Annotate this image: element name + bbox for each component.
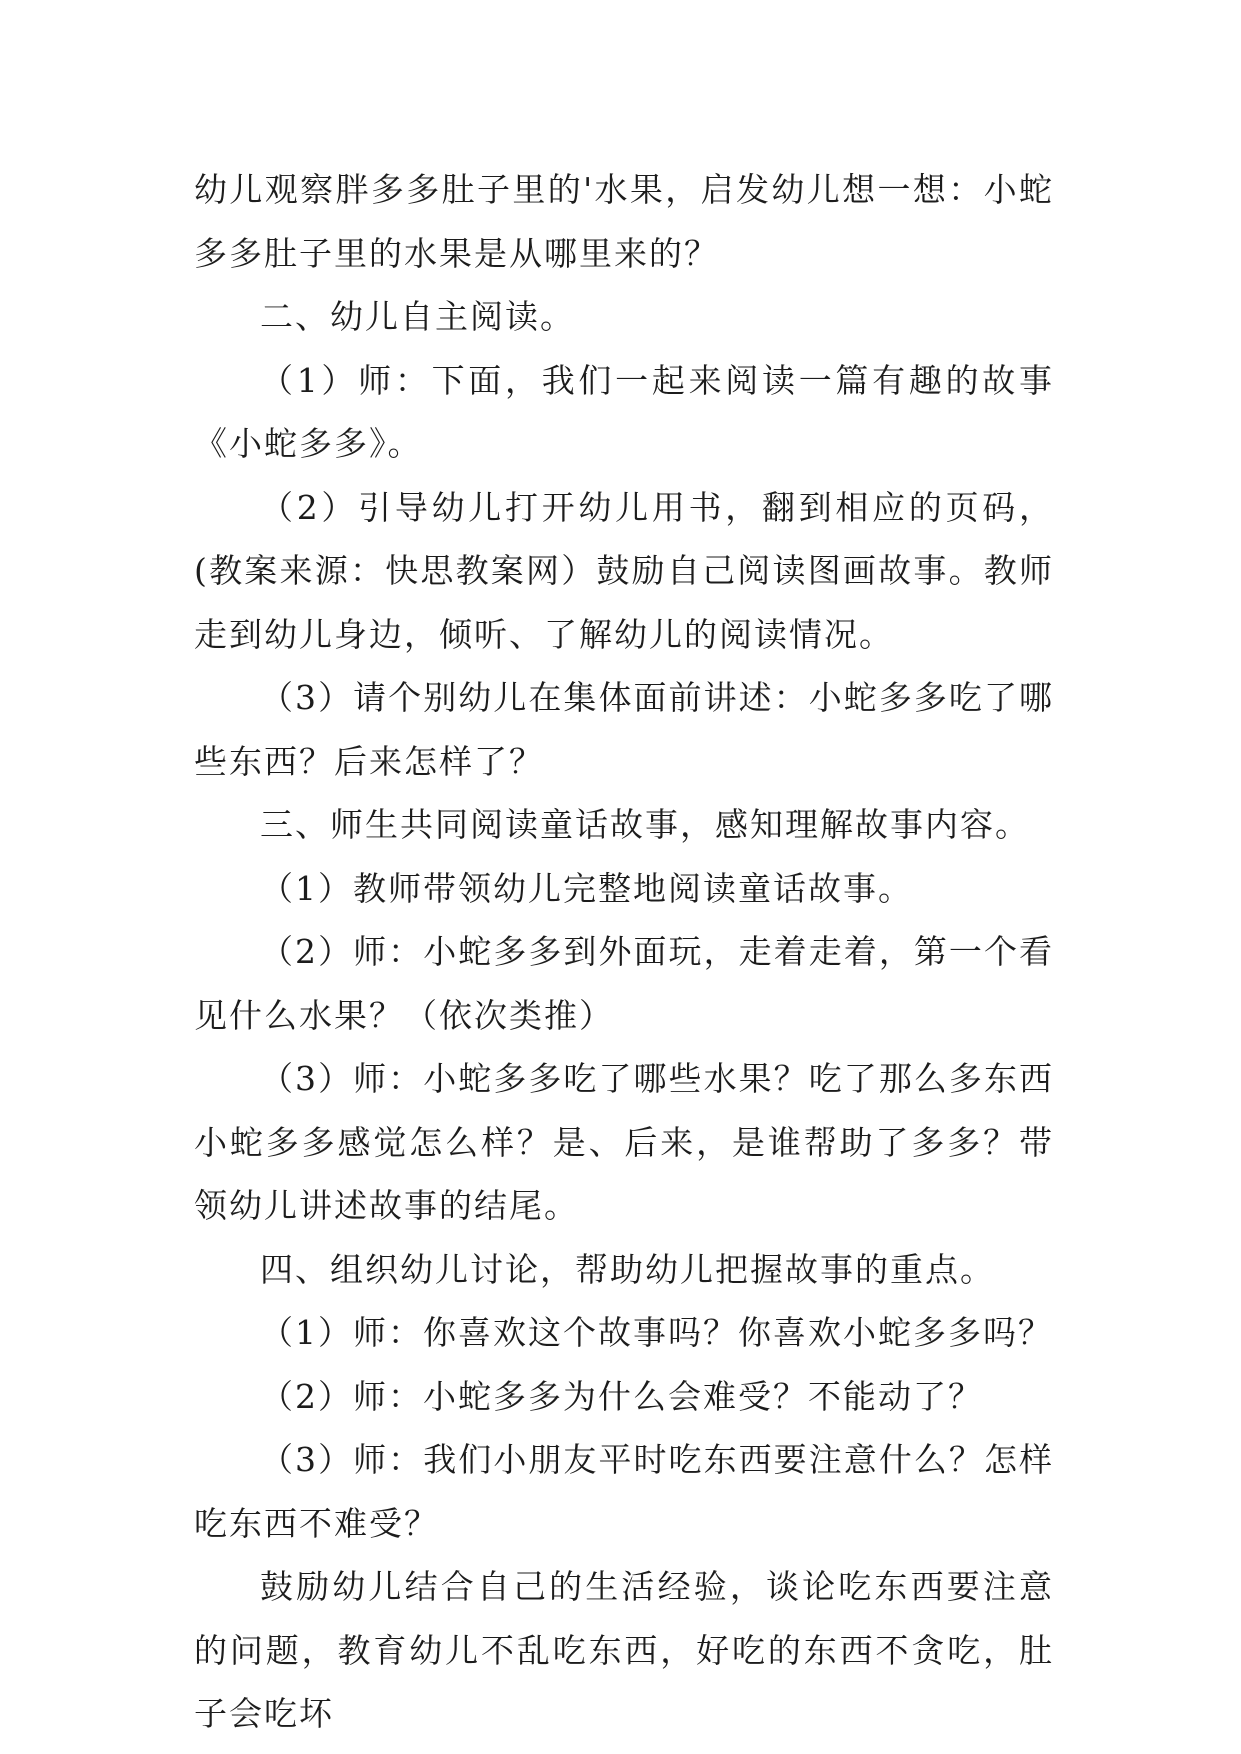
paragraph-4-3: （3）师：我们小朋友平时吃东西要注意什么？怎样吃东西不难受？: [194, 1440, 1054, 1543]
section-heading-4: 四、组织幼儿讨论，帮助幼儿把握故事的重点。: [260, 1249, 995, 1289]
paragraph-2-2: （2）引导幼儿打开幼儿用书，翻到相应的页码，(教案来源：快思教案网）鼓励自己阅读图画故事。教师走到幼儿身边，倾听、了解幼儿的阅读情况。: [194, 487, 1054, 654]
section-heading-3: 三、师生共同阅读童话故事，感知理解故事内容。: [260, 805, 1030, 844]
paragraph-closing: 鼓励幼儿结合自己的生活经验，谈论吃东西要注意的问题，教育幼儿不乱吃东西，好吃的东西不贪吃，肚子会吃坏: [194, 1567, 1054, 1733]
paragraph-3-2: （2）师：小蛇多多到外面玩，走着走着，第一个看见什么水果？（依次类推）: [194, 932, 1054, 1035]
document-body: [194, 158, 1054, 1746]
section-heading-2: 二、幼儿自主阅读。: [260, 297, 575, 336]
paragraph-1: 幼儿观察胖多多肚子里的'水果，启发幼儿想一想：小蛇多多肚子里的水果是从哪里来的？: [194, 170, 1054, 273]
paragraph-4-1: （1）师：你喜欢这个故事吗？你喜欢小蛇多多吗？: [260, 1313, 1053, 1352]
paragraph-3-1: （1）教师带领幼儿完整地阅读童话故事。: [260, 868, 913, 908]
paragraph-2-3: （3）请个别幼儿在集体面前讲述：小蛇多多吃了哪些东西？后来怎样了？: [194, 678, 1054, 781]
paragraph-3-3: （3）师：小蛇多多吃了哪些水果？吃了那么多东西小蛇多多感觉怎么样？是、后来，是谁帮助了多多？带领幼儿讲述故事的结尾。: [194, 1059, 1054, 1225]
paragraph-2-1: （1）师：下面，我们一起来阅读一篇有趣的故事《小蛇多多》。: [194, 360, 1054, 463]
paragraph-4-2: （2）师：小蛇多多为什么会难受？不能动了？: [260, 1376, 983, 1416]
